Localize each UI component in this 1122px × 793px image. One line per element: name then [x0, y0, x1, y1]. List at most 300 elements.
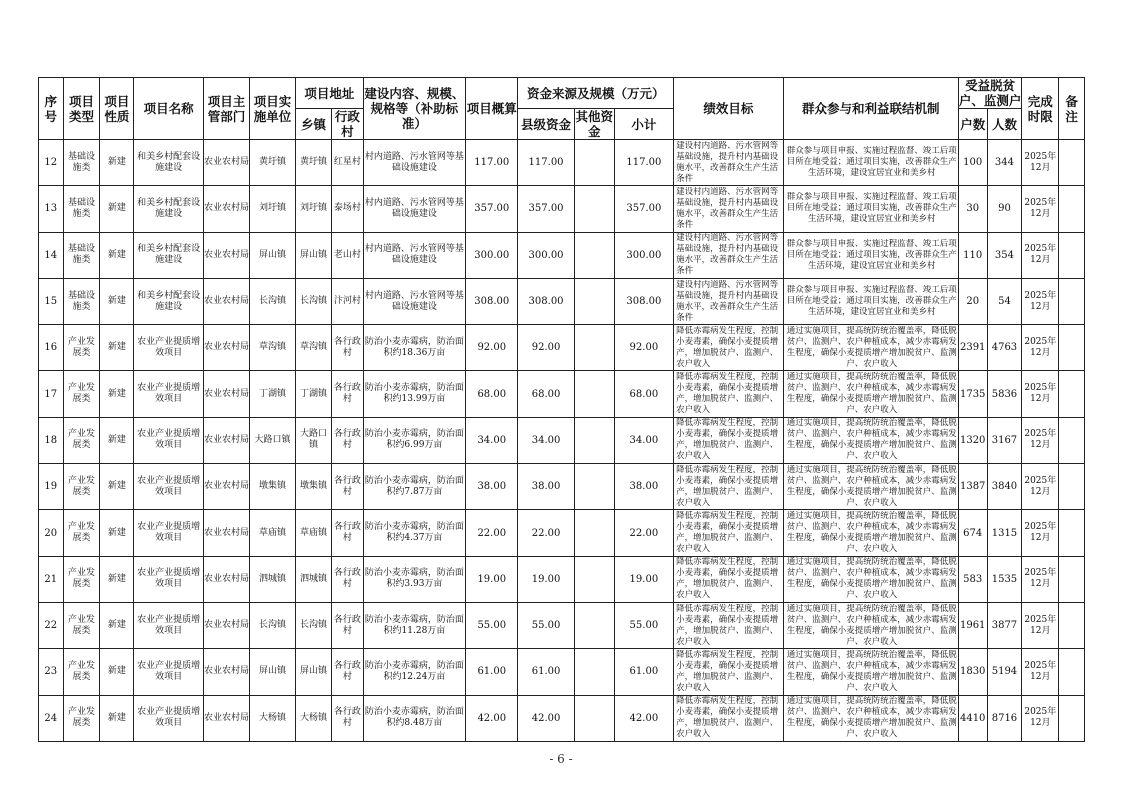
cell-village: 各行政村: [331, 510, 363, 556]
cell-town: 大路口镇: [296, 417, 332, 463]
cell-unit: 草沟镇: [250, 325, 296, 371]
cell-budget: 117.00: [466, 140, 518, 186]
cell-dept: 农业农村局: [203, 464, 249, 510]
cell-dept: 农业农村局: [203, 695, 249, 741]
project-table: [38, 77, 1085, 742]
cell-seq: 20: [39, 510, 64, 556]
cell-people: 354: [987, 232, 1022, 278]
cell-dept: 农业农村局: [203, 649, 249, 695]
cell-other: [574, 232, 614, 278]
cell-households: 110: [958, 232, 987, 278]
cell-mech: [783, 417, 958, 463]
cell-other: [574, 186, 614, 232]
cell-people: 4763: [987, 325, 1022, 371]
cell-content: 村内道路、污水管网等基础设施建设: [363, 278, 465, 324]
cell-seq: 16: [39, 325, 64, 371]
cell-households: 1961: [958, 602, 987, 648]
header-content: 建设内容、规模、规格等（补助标准）: [363, 78, 465, 140]
header-dept: 项目主管部门: [203, 78, 249, 140]
cell-perf-text: 建设村内道路、污水管网等基础设施，提升村内基础设施水平，改善群众生产生活条件: [676, 279, 779, 323]
header-subtotal: 小计: [614, 109, 673, 140]
cell-mech-text: 通过实施项目，提高统防统治覆盖率，降低脱贫户、监测户、农户种植成本，减少赤霉病发生程度，确保小麦提质增产增加脱贫户、监测户、农户收入: [786, 464, 957, 508]
cell-name: 农业产业提质增效项目: [134, 602, 204, 648]
cell-mech-text: 群众参与项目申报、实施过程监督、竣工后项目所在地受益；通过项目实施，改善群众生产生活环境，建设宜居宜业和美乡村: [786, 192, 957, 225]
cell-village: 各行政村: [331, 695, 363, 741]
cell-budget: 300.00: [466, 232, 518, 278]
header-funds: 资金来源及规模（万元）: [518, 78, 674, 109]
cell-name: 和美乡村配套设施建设: [134, 186, 204, 232]
cell-type: 基础设施类: [63, 186, 100, 232]
cell-deadline: 2025年12月: [1022, 371, 1059, 417]
cell-nature: 新建: [100, 602, 134, 648]
cell-deadline: 2025年12月: [1022, 649, 1059, 695]
cell-town: 墩集镇: [296, 464, 332, 510]
cell-perf: [674, 371, 784, 417]
cell-perf-text: 降低赤霉病发生程度，控制小麦毒素，确保小麦提质增产，增加脱贫户、监测户、农户收入: [676, 649, 779, 693]
cell-other: [574, 278, 614, 324]
cell-note: [1059, 325, 1085, 371]
cell-name: 和美乡村配套设施建设: [134, 278, 204, 324]
cell-content: 防治小麦赤霉病，防治面积约13.99万亩: [363, 371, 465, 417]
cell-note: [1059, 510, 1085, 556]
cell-note: [1059, 556, 1085, 602]
cell-households: 20: [958, 278, 987, 324]
table-row: [39, 602, 1085, 648]
cell-dept: 农业农村局: [203, 510, 249, 556]
cell-content: 防治小麦赤霉病，防治面积约6.99万亩: [363, 417, 465, 463]
cell-mech: [783, 325, 958, 371]
cell-town: 大杨镇: [296, 695, 332, 741]
cell-other: [574, 510, 614, 556]
cell-content: 防治小麦赤霉病，防治面积约3.93万亩: [363, 556, 465, 602]
cell-mech-text: 群众参与项目申报、实施过程监督、竣工后项目所在地受益；通过项目实施，改善群众生产生活环境，建设宜居宜业和美乡村: [786, 238, 957, 271]
table-header: [39, 78, 1085, 140]
cell-note: [1059, 232, 1085, 278]
header-people: 人数: [987, 109, 1022, 140]
cell-mech-text: 群众参与项目申报、实施过程监督、竣工后项目所在地受益；通过项目实施，改善群众生产生活环境，建设宜居宜业和美乡村: [786, 285, 957, 318]
header-benefit: 受益脱贫户、监测户: [958, 78, 1022, 108]
cell-dept: 农业农村局: [203, 278, 249, 324]
cell-perf-text: 建设村内道路、污水管网等基础设施，提升村内基础设施水平，改善群众生产生活条件: [676, 233, 779, 277]
cell-deadline: 2025年12月: [1022, 510, 1059, 556]
cell-town: 屏山镇: [296, 232, 332, 278]
cell-type: 基础设施类: [63, 140, 100, 186]
cell-deadline: 2025年12月: [1022, 556, 1059, 602]
cell-village: 各行政村: [331, 464, 363, 510]
cell-subtotal: 300.00: [614, 232, 673, 278]
cell-county: 92.00: [518, 325, 574, 371]
cell-deadline: 2025年12月: [1022, 464, 1059, 510]
cell-subtotal: 34.00: [614, 417, 673, 463]
cell-content: 防治小麦赤霉病，防治面积约7.87万亩: [363, 464, 465, 510]
cell-mech-text: 通过实施项目，提高统防统治覆盖率，降低脱贫户、监测户、农户种植成本，减少赤霉病发生程度，确保小麦提质增产增加脱贫户、监测户、农户收入: [786, 418, 957, 462]
cell-name: 农业产业提质增效项目: [134, 325, 204, 371]
cell-budget: 308.00: [466, 278, 518, 324]
cell-mech: [783, 602, 958, 648]
cell-other: [574, 325, 614, 371]
cell-seq: 22: [39, 602, 64, 648]
cell-households: 100: [958, 140, 987, 186]
cell-perf-text: 降低赤霉病发生程度，控制小麦毒素，确保小麦提质增产，增加脱贫户、监测户、农户收入: [676, 372, 779, 416]
cell-content: 防治小麦赤霉病，防治面积约12.24万亩: [363, 649, 465, 695]
cell-county: 68.00: [518, 371, 574, 417]
cell-people: 8716: [987, 695, 1022, 741]
cell-dept: 农业农村局: [203, 371, 249, 417]
cell-other: [574, 417, 614, 463]
cell-households: 4410: [958, 695, 987, 741]
cell-households: 30: [958, 186, 987, 232]
cell-note: [1059, 464, 1085, 510]
cell-other: [574, 649, 614, 695]
cell-unit: 大杨镇: [250, 695, 296, 741]
cell-perf: [674, 278, 784, 324]
cell-village: 各行政村: [331, 556, 363, 602]
cell-nature: 新建: [100, 510, 134, 556]
cell-note: [1059, 186, 1085, 232]
cell-households: 674: [958, 510, 987, 556]
cell-content: 村内道路、污水管网等基础设施建设: [363, 186, 465, 232]
cell-perf: [674, 602, 784, 648]
cell-name: 农业产业提质增效项目: [134, 556, 204, 602]
cell-type: 产业发展类: [63, 325, 100, 371]
table-row: [39, 371, 1085, 417]
table-row: [39, 417, 1085, 463]
cell-village: 红星村: [331, 140, 363, 186]
cell-seq: 12: [39, 140, 64, 186]
cell-subtotal: 19.00: [614, 556, 673, 602]
cell-type: 产业发展类: [63, 556, 100, 602]
cell-budget: 42.00: [466, 695, 518, 741]
cell-budget: 68.00: [466, 371, 518, 417]
cell-town: 草庙镇: [296, 510, 332, 556]
cell-mech: [783, 140, 958, 186]
cell-town: 屏山镇: [296, 649, 332, 695]
cell-note: [1059, 371, 1085, 417]
cell-perf-text: 降低赤霉病发生程度，控制小麦毒素，确保小麦提质增产，增加脱贫户、监测户、农户收入: [676, 464, 779, 508]
cell-other: [574, 140, 614, 186]
cell-perf: [674, 649, 784, 695]
cell-note: [1059, 695, 1085, 741]
cell-seq: 14: [39, 232, 64, 278]
cell-people: 54: [987, 278, 1022, 324]
cell-mech-text: 通过实施项目，提高统防统治覆盖率，降低脱贫户、监测户、农户种植成本，减少赤霉病发生程度，确保小麦提质增产增加脱贫户、监测户、农户收入: [786, 696, 957, 740]
table-row: [39, 464, 1085, 510]
cell-unit: 泗城镇: [250, 556, 296, 602]
header-town: 乡镇: [296, 109, 332, 140]
table-body: [39, 140, 1085, 742]
cell-people: 344: [987, 140, 1022, 186]
cell-people: 3167: [987, 417, 1022, 463]
cell-town: 草沟镇: [296, 325, 332, 371]
header-address: 项目地址: [296, 78, 364, 109]
cell-county: 61.00: [518, 649, 574, 695]
header-seq: 序号: [39, 78, 64, 140]
cell-type: 产业发展类: [63, 371, 100, 417]
cell-type: 产业发展类: [63, 417, 100, 463]
cell-name: 农业产业提质增效项目: [134, 417, 204, 463]
header-nature: 项目性质: [100, 78, 134, 140]
cell-seq: 18: [39, 417, 64, 463]
cell-unit: 刘圩镇: [250, 186, 296, 232]
cell-perf-text: 建设村内道路、污水管网等基础设施，提升村内基础设施水平，改善群众生产生活条件: [676, 186, 779, 230]
cell-village: 各行政村: [331, 417, 363, 463]
cell-subtotal: 22.00: [614, 510, 673, 556]
cell-county: 19.00: [518, 556, 574, 602]
cell-nature: 新建: [100, 232, 134, 278]
cell-subtotal: 61.00: [614, 649, 673, 695]
cell-nature: 新建: [100, 695, 134, 741]
table-row: [39, 278, 1085, 324]
cell-perf: [674, 510, 784, 556]
cell-town: 泗城镇: [296, 556, 332, 602]
cell-dept: 农业农村局: [203, 232, 249, 278]
cell-nature: 新建: [100, 140, 134, 186]
cell-perf: [674, 140, 784, 186]
cell-name: 农业产业提质增效项目: [134, 510, 204, 556]
cell-name: 农业产业提质增效项目: [134, 695, 204, 741]
cell-households: 1387: [958, 464, 987, 510]
cell-other: [574, 695, 614, 741]
cell-subtotal: 55.00: [614, 602, 673, 648]
cell-note: [1059, 417, 1085, 463]
cell-content: 防治小麦赤霉病，防治面积约4.37万亩: [363, 510, 465, 556]
table-row: [39, 510, 1085, 556]
cell-people: 1315: [987, 510, 1022, 556]
cell-subtotal: 68.00: [614, 371, 673, 417]
cell-seq: 23: [39, 649, 64, 695]
header-village: 行政村: [331, 109, 363, 140]
cell-seq: 13: [39, 186, 64, 232]
cell-perf: [674, 232, 784, 278]
header-note: 备注: [1059, 78, 1085, 140]
cell-budget: 19.00: [466, 556, 518, 602]
cell-deadline: 2025年12月: [1022, 278, 1059, 324]
cell-mech: [783, 649, 958, 695]
cell-town: 长沟镇: [296, 278, 332, 324]
cell-people: 3840: [987, 464, 1022, 510]
cell-seq: 21: [39, 556, 64, 602]
cell-perf: [674, 695, 784, 741]
cell-seq: 17: [39, 371, 64, 417]
cell-type: 产业发展类: [63, 649, 100, 695]
cell-nature: 新建: [100, 278, 134, 324]
cell-deadline: 2025年12月: [1022, 232, 1059, 278]
cell-perf-text: 降低赤霉病发生程度，控制小麦毒素，确保小麦提质增产，增加脱贫户、监测户、农户收入: [676, 696, 779, 740]
cell-nature: 新建: [100, 325, 134, 371]
cell-subtotal: 92.00: [614, 325, 673, 371]
cell-type: 产业发展类: [63, 602, 100, 648]
cell-unit: 屏山镇: [250, 232, 296, 278]
cell-county: 34.00: [518, 417, 574, 463]
cell-county: 38.00: [518, 464, 574, 510]
cell-budget: 92.00: [466, 325, 518, 371]
cell-perf: [674, 186, 784, 232]
cell-dept: 农业农村局: [203, 140, 249, 186]
cell-type: 产业发展类: [63, 464, 100, 510]
cell-county: 42.00: [518, 695, 574, 741]
cell-mech: [783, 464, 958, 510]
cell-town: 黄圩镇: [296, 140, 332, 186]
cell-county: 117.00: [518, 140, 574, 186]
cell-budget: 22.00: [466, 510, 518, 556]
cell-mech: [783, 186, 958, 232]
cell-subtotal: 117.00: [614, 140, 673, 186]
cell-mech: [783, 278, 958, 324]
cell-town: 长沟镇: [296, 602, 332, 648]
cell-seq: 24: [39, 695, 64, 741]
cell-note: [1059, 649, 1085, 695]
table-row: [39, 695, 1085, 741]
cell-perf-text: 降低赤霉病发生程度，控制小麦毒素，确保小麦提质增产，增加脱贫户、监测户、农户收入: [676, 557, 779, 601]
cell-budget: 61.00: [466, 649, 518, 695]
cell-budget: 38.00: [466, 464, 518, 510]
cell-subtotal: 38.00: [614, 464, 673, 510]
cell-village: 各行政村: [331, 371, 363, 417]
cell-deadline: 2025年12月: [1022, 417, 1059, 463]
cell-type: 基础设施类: [63, 232, 100, 278]
cell-village: 各行政村: [331, 602, 363, 648]
cell-dept: 农业农村局: [203, 417, 249, 463]
cell-seq: 19: [39, 464, 64, 510]
cell-unit: 墩集镇: [250, 464, 296, 510]
cell-name: 和美乡村配套设施建设: [134, 140, 204, 186]
cell-mech: [783, 695, 958, 741]
cell-content: 防治小麦赤霉病，防治面积约8.48万亩: [363, 695, 465, 741]
cell-people: 3877: [987, 602, 1022, 648]
cell-perf: [674, 325, 784, 371]
header-type: 项目类型: [63, 78, 100, 140]
cell-budget: 55.00: [466, 602, 518, 648]
cell-unit: 草庙镇: [250, 510, 296, 556]
cell-mech: [783, 556, 958, 602]
cell-perf: [674, 417, 784, 463]
header-perf: 绩效目标: [674, 78, 784, 140]
header-households: 户数: [958, 109, 987, 140]
cell-nature: 新建: [100, 649, 134, 695]
cell-town: 刘圩镇: [296, 186, 332, 232]
cell-other: [574, 464, 614, 510]
cell-mech-text: 通过实施项目，提高统防统治覆盖率，降低脱贫户、监测户、农户种植成本，减少赤霉病发生程度，确保小麦提质增产增加脱贫户、监测户、农户收入: [786, 511, 957, 555]
cell-name: 农业产业提质增效项目: [134, 371, 204, 417]
header-mech: 群众参与和利益联结机制: [783, 78, 958, 140]
cell-seq: 15: [39, 278, 64, 324]
cell-deadline: 2025年12月: [1022, 186, 1059, 232]
cell-deadline: 2025年12月: [1022, 602, 1059, 648]
cell-note: [1059, 140, 1085, 186]
cell-nature: 新建: [100, 464, 134, 510]
table-row: [39, 186, 1085, 232]
cell-village: 汴河村: [331, 278, 363, 324]
cell-mech-text: 通过实施项目，提高统防统治覆盖率，降低脱贫户、监测户、农户种植成本，减少赤霉病发生程度，确保小麦提质增产增加脱贫户、监测户、农户收入: [786, 603, 957, 647]
cell-perf-text: 降低赤霉病发生程度，控制小麦毒素，确保小麦提质增产，增加脱贫户、监测户、农户收入: [676, 418, 779, 462]
cell-nature: 新建: [100, 371, 134, 417]
cell-perf-text: 降低赤霉病发生程度，控制小麦毒素，确保小麦提质增产，增加脱贫户、监测户、农户收入: [676, 325, 779, 369]
cell-people: 5194: [987, 649, 1022, 695]
cell-unit: 屏山镇: [250, 649, 296, 695]
cell-people: 1535: [987, 556, 1022, 602]
cell-perf-text: 降低赤霉病发生程度，控制小麦毒素，确保小麦提质增产，增加脱贫户、监测户、农户收入: [676, 511, 779, 555]
cell-type: 基础设施类: [63, 278, 100, 324]
cell-mech: [783, 232, 958, 278]
cell-village: 泰场村: [331, 186, 363, 232]
cell-dept: 农业农村局: [203, 602, 249, 648]
cell-households: 1735: [958, 371, 987, 417]
cell-perf-text: 建设村内道路、污水管网等基础设施，提升村内基础设施水平，改善群众生产生活条件: [676, 140, 779, 184]
cell-mech-text: 通过实施项目，提高统防统治覆盖率，降低脱贫户、监测户、农户种植成本，减少赤霉病发生程度，确保小麦提质增产增加脱贫户、监测户、农户收入: [786, 557, 957, 601]
cell-mech-text: 通过实施项目，提高统防统治覆盖率，降低脱贫户、监测户、农户种植成本，减少赤霉病发生程度，确保小麦提质增产增加脱贫户、监测户、农户收入: [786, 649, 957, 693]
cell-content: 防治小麦赤霉病，防治面积约11.28万亩: [363, 602, 465, 648]
cell-mech: [783, 371, 958, 417]
cell-nature: 新建: [100, 556, 134, 602]
cell-perf-text: 降低赤霉病发生程度，控制小麦毒素，确保小麦提质增产，增加脱贫户、监测户、农户收入: [676, 603, 779, 647]
cell-mech-text: 通过实施项目，提高统防统治覆盖率，降低脱贫户、监测户、农户种植成本，减少赤霉病发生程度，确保小麦提质增产增加脱贫户、监测户、农户收入: [786, 372, 957, 416]
cell-dept: 农业农村局: [203, 325, 249, 371]
table-row: [39, 140, 1085, 186]
cell-town: 丁湖镇: [296, 371, 332, 417]
header-other: 其他资金: [575, 109, 613, 139]
cell-nature: 新建: [100, 417, 134, 463]
cell-county: 308.00: [518, 278, 574, 324]
cell-village: 各行政村: [331, 325, 363, 371]
cell-deadline: 2025年12月: [1022, 140, 1059, 186]
cell-deadline: 2025年12月: [1022, 325, 1059, 371]
cell-budget: 357.00: [466, 186, 518, 232]
cell-county: 357.00: [518, 186, 574, 232]
cell-name: 农业产业提质增效项目: [134, 464, 204, 510]
cell-unit: 丁湖镇: [250, 371, 296, 417]
cell-village: 各行政村: [331, 649, 363, 695]
cell-unit: 大路口镇: [250, 417, 296, 463]
table-row: [39, 325, 1085, 371]
cell-note: [1059, 602, 1085, 648]
header-deadline: 完成时限: [1022, 78, 1059, 140]
cell-unit: 长沟镇: [250, 278, 296, 324]
cell-deadline: 2025年12月: [1022, 695, 1059, 741]
cell-mech: [783, 510, 958, 556]
cell-people: 5836: [987, 371, 1022, 417]
cell-subtotal: 308.00: [614, 278, 673, 324]
cell-name: 农业产业提质增效项目: [134, 649, 204, 695]
cell-nature: 新建: [100, 186, 134, 232]
cell-unit: 长沟镇: [250, 602, 296, 648]
cell-county: 22.00: [518, 510, 574, 556]
header-unit: 项目实施单位: [250, 78, 296, 140]
cell-perf: [674, 464, 784, 510]
cell-village: 老山村: [331, 232, 363, 278]
cell-type: 产业发展类: [63, 510, 100, 556]
header-county: 县级资金: [518, 109, 574, 140]
header-name: 项目名称: [134, 78, 204, 140]
cell-content: 防治小麦赤霉病，防治面积约18.36万亩: [363, 325, 465, 371]
cell-mech-text: 群众参与项目申报、实施过程监督、竣工后项目所在地受益；通过项目实施，改善群众生产生活环境，建设宜居宜业和美乡村: [786, 146, 957, 179]
page-number: - 6 -: [549, 752, 573, 766]
cell-dept: 农业农村局: [203, 556, 249, 602]
cell-budget: 34.00: [466, 417, 518, 463]
cell-content: 村内道路、污水管网等基础设施建设: [363, 232, 465, 278]
cell-households: 583: [958, 556, 987, 602]
cell-content: 村内道路、污水管网等基础设施建设: [363, 140, 465, 186]
cell-other: [574, 371, 614, 417]
cell-mech-text: 通过实施项目，提高统防统治覆盖率，降低脱贫户、监测户、农户种植成本，减少赤霉病发生程度，确保小麦提质增产增加脱贫户、监测户、农户收入: [786, 325, 957, 369]
table-row: [39, 649, 1085, 695]
cell-name: 和美乡村配套设施建设: [134, 232, 204, 278]
cell-households: 2391: [958, 325, 987, 371]
cell-people: 90: [987, 186, 1022, 232]
table-row: [39, 232, 1085, 278]
cell-type: 产业发展类: [63, 695, 100, 741]
cell-dept: 农业农村局: [203, 186, 249, 232]
cell-other: [574, 602, 614, 648]
